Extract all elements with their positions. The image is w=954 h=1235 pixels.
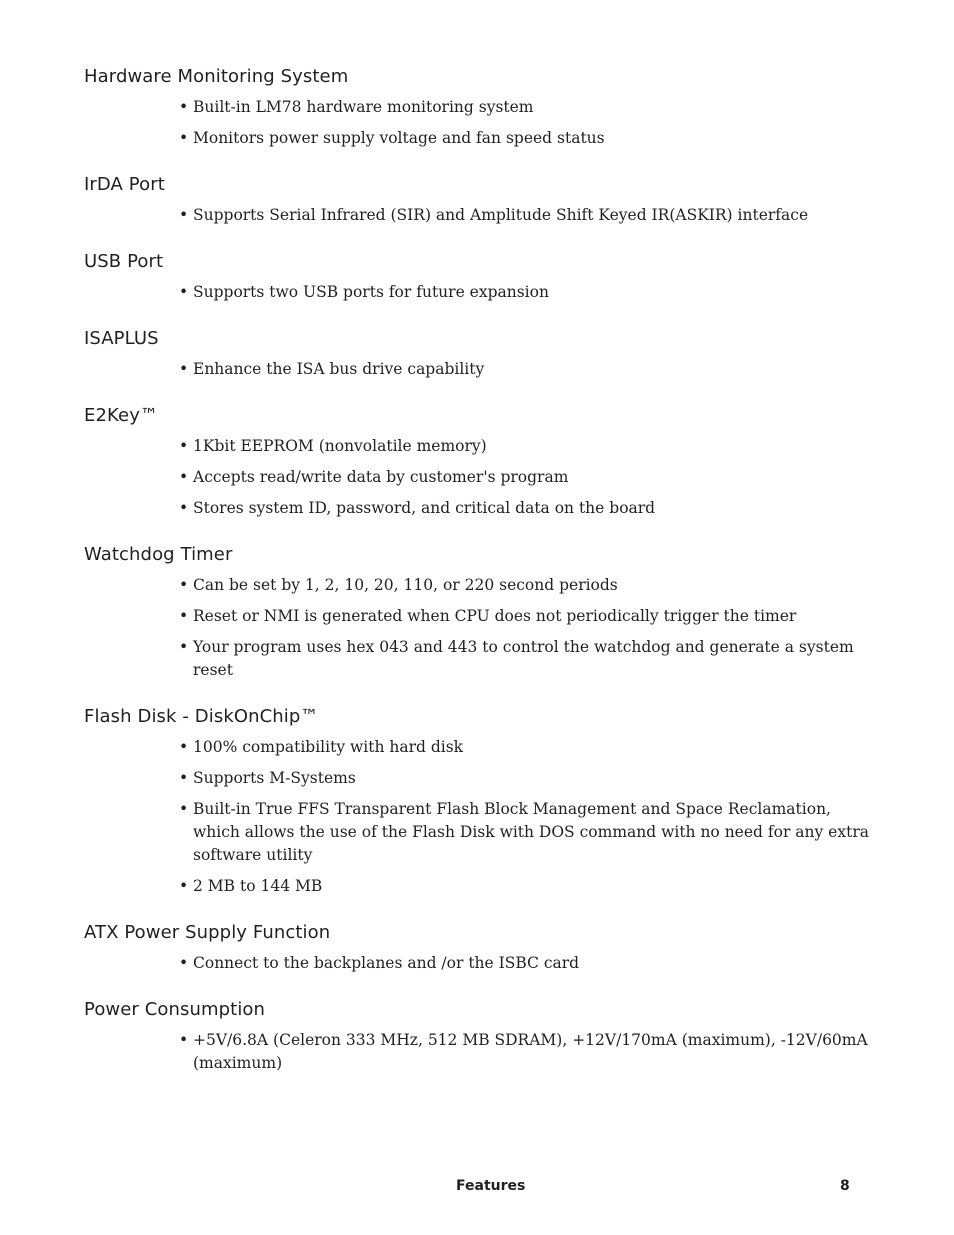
list-item: [179, 204, 874, 227]
list-item: [179, 435, 874, 458]
bullet-list: [84, 204, 874, 227]
bullet-icon: •: [179, 129, 189, 147]
list-item: [179, 96, 874, 119]
bullet-list: [84, 952, 874, 975]
list-item: [179, 466, 874, 489]
section-title: E2Key™: [84, 405, 159, 426]
bullet-icon: •: [179, 800, 189, 818]
section-e2key: [84, 404, 874, 520]
list-item-text: Built-in LM78 hardware monitoring system: [193, 98, 534, 116]
bullet-list: [84, 358, 874, 381]
section-title: ISAPLUS: [84, 328, 159, 349]
bullet-list: [84, 96, 874, 150]
list-item: [179, 767, 874, 790]
section-power-consumption: [84, 998, 874, 1075]
bullet-list: [84, 574, 874, 682]
section-isaplus: [84, 327, 874, 381]
bullet-icon: •: [179, 283, 189, 301]
list-item-text: Supports two USB ports for future expansion: [193, 283, 549, 301]
bullet-icon: •: [179, 638, 189, 656]
list-item-text: 2 MB to 144 MB: [193, 877, 323, 895]
section-watchdog-timer: [84, 543, 874, 682]
bullet-icon: •: [179, 769, 189, 787]
page-number: 8: [840, 1178, 850, 1194]
footer-section-label: Features: [456, 1178, 526, 1194]
list-item-text: Supports M-Systems: [193, 769, 356, 787]
list-item: [179, 736, 874, 759]
bullet-icon: •: [179, 360, 189, 378]
list-item: [179, 636, 874, 682]
list-item-text: Connect to the backplanes and /or the ISBC card: [193, 954, 580, 972]
list-item-text: Can be set by 1, 2, 10, 20, 110, or 220 second periods: [193, 576, 618, 594]
bullet-list: [84, 1029, 874, 1075]
list-item-text: +5V/6.8A (Celeron 333 MHz, 512 MB SDRAM), +12V/170mA (maximum), -12V/60mA (maximum): [193, 1031, 868, 1072]
section-title: ATX Power Supply Function: [84, 922, 331, 943]
bullet-icon: •: [179, 607, 189, 625]
section-title: USB Port: [84, 251, 164, 272]
list-item-text: Stores system ID, password, and critical data on the board: [193, 499, 656, 517]
list-item-text: Reset or NMI is generated when CPU does not periodically trigger the timer: [193, 607, 797, 625]
bullet-icon: •: [179, 437, 189, 455]
list-item-text: Built-in True FFS Transparent Flash Block Management and Space Reclamation, which allows the use of the Flash Disk with DOS command with no need for any extra software utility: [193, 800, 869, 864]
list-item: [179, 574, 874, 597]
section-title: Power Consumption: [84, 999, 266, 1020]
list-item-text: 1Kbit EEPROM (nonvolatile memory): [193, 437, 487, 455]
bullet-icon: •: [179, 877, 189, 895]
bullet-list: [84, 736, 874, 898]
bullet-icon: •: [179, 499, 189, 517]
list-item-text: Accepts read/write data by customer's program: [193, 468, 569, 486]
bullet-icon: •: [179, 954, 189, 972]
list-item-text: Supports Serial Infrared (SIR) and Amplitude Shift Keyed IR(ASKIR) interface: [193, 206, 809, 224]
list-item: [179, 798, 874, 867]
bullet-icon: •: [179, 1031, 189, 1049]
section-title: Watchdog Timer: [84, 544, 233, 565]
section-title: Flash Disk - DiskOnChip™: [84, 706, 319, 727]
section-hardware-monitoring: [84, 65, 874, 150]
section-atx-power: [84, 921, 874, 975]
list-item-text: Your program uses hex 043 and 443 to control the watchdog and generate a system reset: [193, 638, 854, 679]
bullet-list: [84, 435, 874, 520]
section-title: Hardware Monitoring System: [84, 66, 349, 87]
bullet-icon: •: [179, 206, 189, 224]
list-item: [179, 952, 874, 975]
bullet-icon: •: [179, 738, 189, 756]
list-item-text: Enhance the ISA bus drive capability: [193, 360, 485, 378]
section-title: IrDA Port: [84, 174, 165, 195]
document-body: [84, 65, 874, 1098]
list-item: [179, 497, 874, 520]
bullet-icon: •: [179, 98, 189, 116]
bullet-icon: •: [179, 468, 189, 486]
list-item: [179, 1029, 874, 1075]
list-item: [179, 358, 874, 381]
section-usb-port: [84, 250, 874, 304]
list-item: [179, 875, 874, 898]
bullet-icon: •: [179, 576, 189, 594]
bullet-list: [84, 281, 874, 304]
list-item: [179, 281, 874, 304]
section-irda-port: [84, 173, 874, 227]
list-item: [179, 605, 874, 628]
list-item: [179, 127, 874, 150]
page-footer: [0, 1178, 954, 1200]
section-flash-disk: [84, 705, 874, 898]
list-item-text: Monitors power supply voltage and fan speed status: [193, 129, 605, 147]
list-item-text: 100% compatibility with hard disk: [193, 738, 464, 756]
